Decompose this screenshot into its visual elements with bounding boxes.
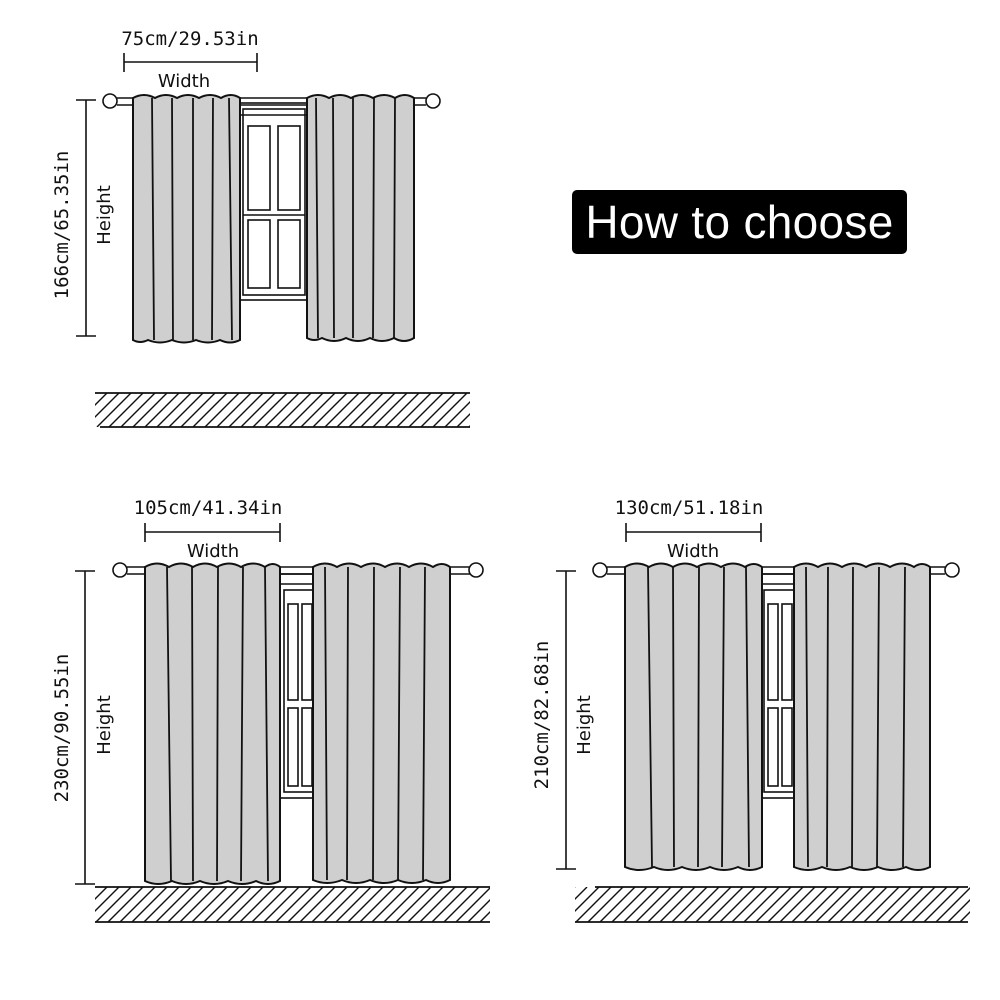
curtain-left [133, 95, 240, 343]
width-label: Width [157, 71, 211, 92]
curtain-right [313, 564, 450, 884]
panel-small [51, 28, 503, 427]
floor-hatch-line [60, 887, 95, 922]
height-dimension [51, 571, 115, 884]
title-banner [572, 190, 907, 254]
floor [60, 887, 515, 922]
window [238, 103, 310, 300]
curtain-left [625, 564, 762, 871]
page-title: How to choose [585, 196, 894, 248]
height-dimension [51, 100, 115, 336]
height-label: Height [94, 185, 115, 245]
width-dimension [615, 497, 764, 562]
width-value: 105cm/41.34in [133, 497, 283, 519]
floor-hatch-line [61, 393, 95, 427]
curtain-right [794, 564, 930, 871]
height-label: Height [574, 695, 595, 755]
floor-hatch-line [469, 393, 503, 427]
height-value: 210cm/82.68in [531, 640, 553, 790]
height-value: 230cm/90.55in [51, 653, 73, 803]
width-dimension [121, 28, 258, 92]
height-label: Height [94, 695, 115, 755]
floor-hatch-line [540, 887, 575, 922]
width-label: Width [666, 541, 720, 562]
floor [540, 887, 995, 922]
panel-medium [531, 497, 995, 922]
height-value: 166cm/65.35in [51, 150, 73, 300]
curtain-right [307, 95, 414, 341]
width-value: 130cm/51.18in [614, 497, 764, 519]
width-dimension [134, 497, 283, 562]
curtain-left [145, 564, 280, 885]
width-label: Width [186, 541, 240, 562]
panel-tall [51, 497, 515, 922]
width-value: 75cm/29.53in [121, 28, 259, 50]
window [758, 574, 798, 798]
height-dimension [531, 571, 595, 869]
floor [61, 393, 503, 427]
